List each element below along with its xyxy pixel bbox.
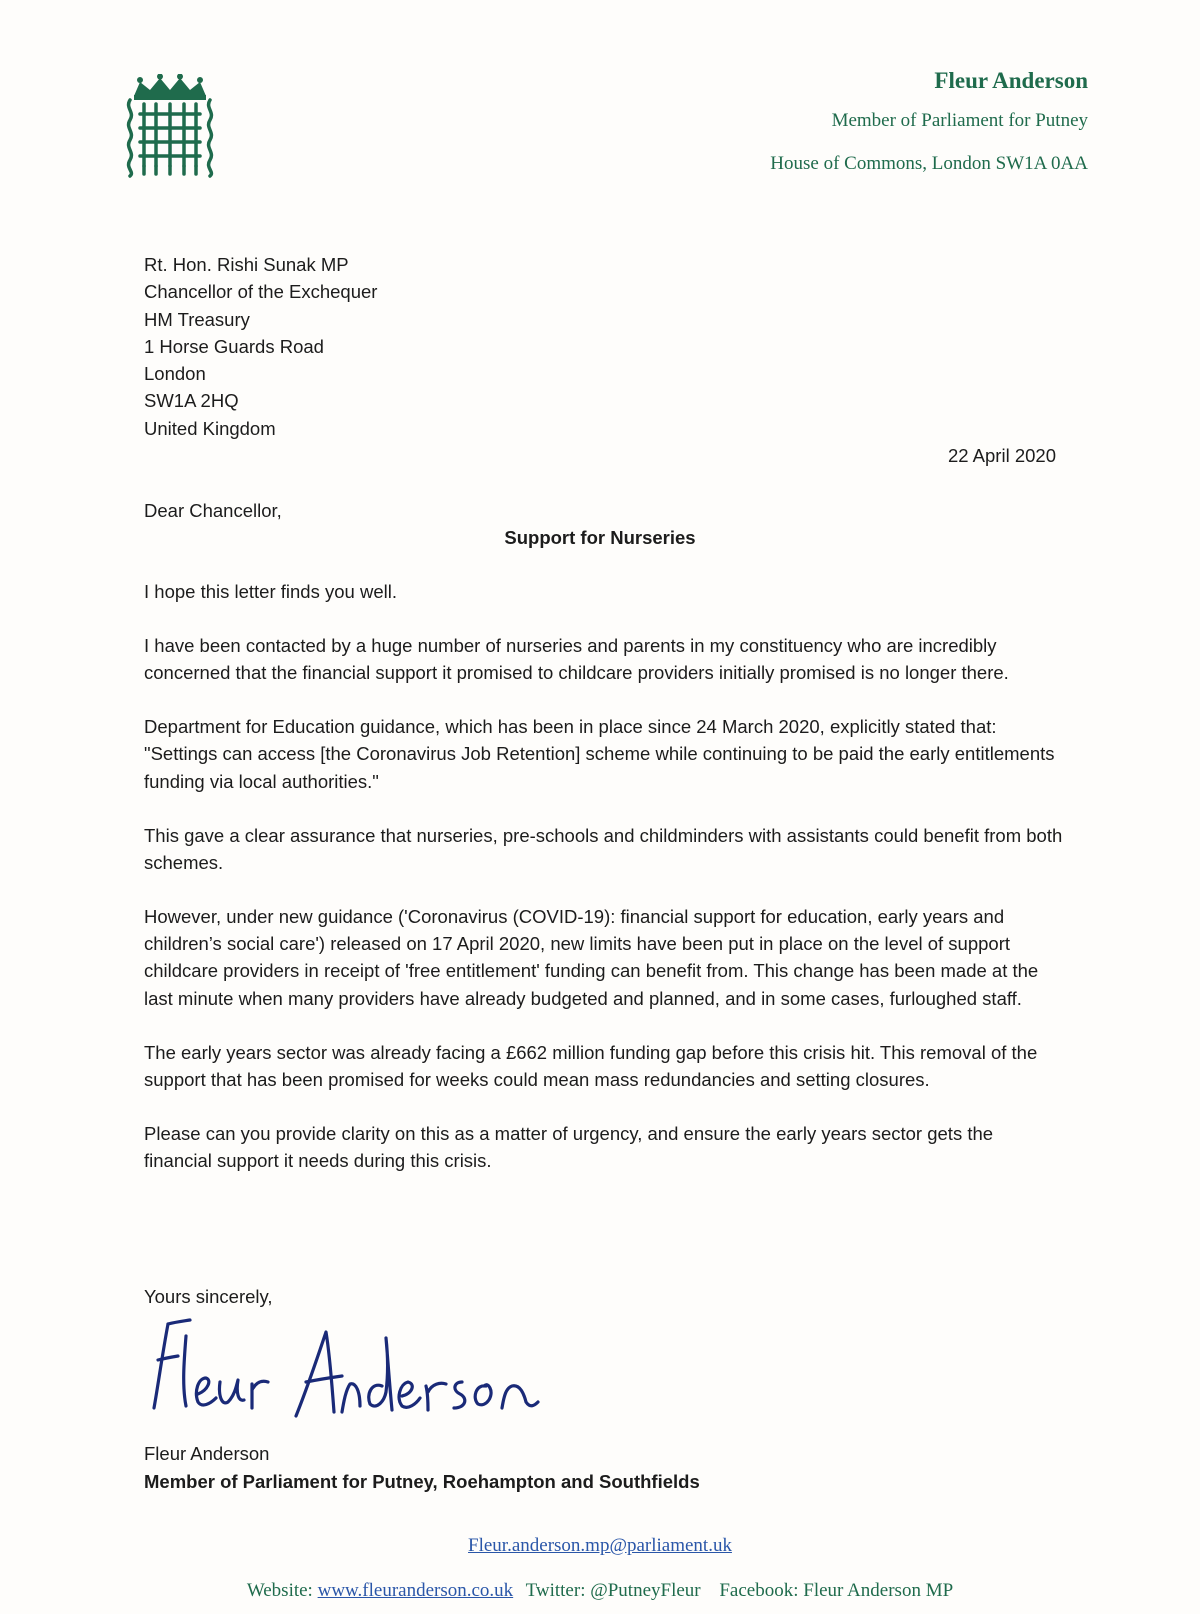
portcullis-icon — [122, 74, 218, 178]
body-paragraph: The early years sector was already facing a £662 million funding gap before this crisis hit. This removal of the support that has been promised for weeks could mean mass redundancies and setting closures. — [144, 1041, 1038, 1090]
closing: Yours sincerely, — [144, 1286, 273, 1307]
body-paragraph: Please can you provide clarity on this as a matter of urgency, and ensure the early years sector gets the financial support it needs during this crisis. — [144, 1122, 994, 1172]
letterhead-role: Member of Parliament for Putney — [831, 110, 1088, 131]
footer-links — [0, 1580, 1200, 1602]
body-paragraph: I have been contacted by a huge number of nurseries and parents in my constituency who are incredibly concerned that the financial support it promised to childcare providers initially promised is no longer there. — [144, 634, 1009, 684]
facebook-page: Facebook: Fleur Anderson MP — [719, 1580, 954, 1601]
signatory-title: Member of Parliament for Putney, Roehampton and Southfields — [144, 1471, 700, 1492]
letterhead-name: Fleur Anderson — [934, 68, 1088, 93]
salutation: Dear Chancellor, — [144, 500, 282, 521]
body-paragraph: This gave a clear assurance that nurseries, pre-schools and childminders with assistants could benefit from both schemes. — [144, 824, 1063, 873]
address-line: 1 Horse Guards Road — [144, 335, 324, 357]
email-link[interactable]: Fleur.anderson.mp@parliament.uk — [468, 1535, 732, 1556]
address-line: United Kingdom — [144, 417, 276, 439]
footer-email — [0, 1535, 1200, 1557]
subject-heading: Support for Nurseries — [504, 527, 696, 548]
letter-body — [144, 578, 1064, 1201]
body-paragraph: Department for Education guidance, which has been in place since 24 March 2020, explicitly stated that: "Settings can access [the Coronavirus Job Retention] scheme while continuing to be paid the early entitlements funding via local authorities." — [144, 716, 1055, 792]
body-paragraph: However, under new guidance ('Coronavirus (COVID-19): financial support for education, early years and children’s social care') released on 17 April 2020, new limits have been put in place on the level of support childcare providers in receipt of 'free entitlement' funding can benefit from. This change has been made at the last minute when many providers have already budgeted and planned, and in some cases, furloughed staff. — [144, 905, 1039, 1009]
website-label: Website: — [246, 1580, 313, 1601]
address-line: London — [144, 363, 206, 385]
twitter-handle: Twitter: @PutneyFleur — [525, 1580, 701, 1601]
letterhead — [770, 66, 1088, 195]
address-line: HM Treasury — [144, 308, 250, 330]
address-line: Chancellor of the Exchequer — [144, 281, 378, 303]
letterhead-address: House of Commons, London SW1A 0AA — [770, 153, 1088, 174]
signatory-name: Fleur Anderson — [144, 1443, 270, 1464]
body-paragraph: I hope this letter finds you well. — [144, 581, 397, 602]
recipient-address — [144, 251, 1064, 442]
address-line: SW1A 2HQ — [144, 390, 239, 412]
handwritten-signature — [146, 1316, 566, 1426]
website-link[interactable]: www.fleuranderson.co.uk — [317, 1580, 514, 1601]
letter-date: 22 April 2020 — [947, 445, 1056, 466]
address-line: Rt. Hon. Rishi Sunak MP — [144, 254, 349, 275]
